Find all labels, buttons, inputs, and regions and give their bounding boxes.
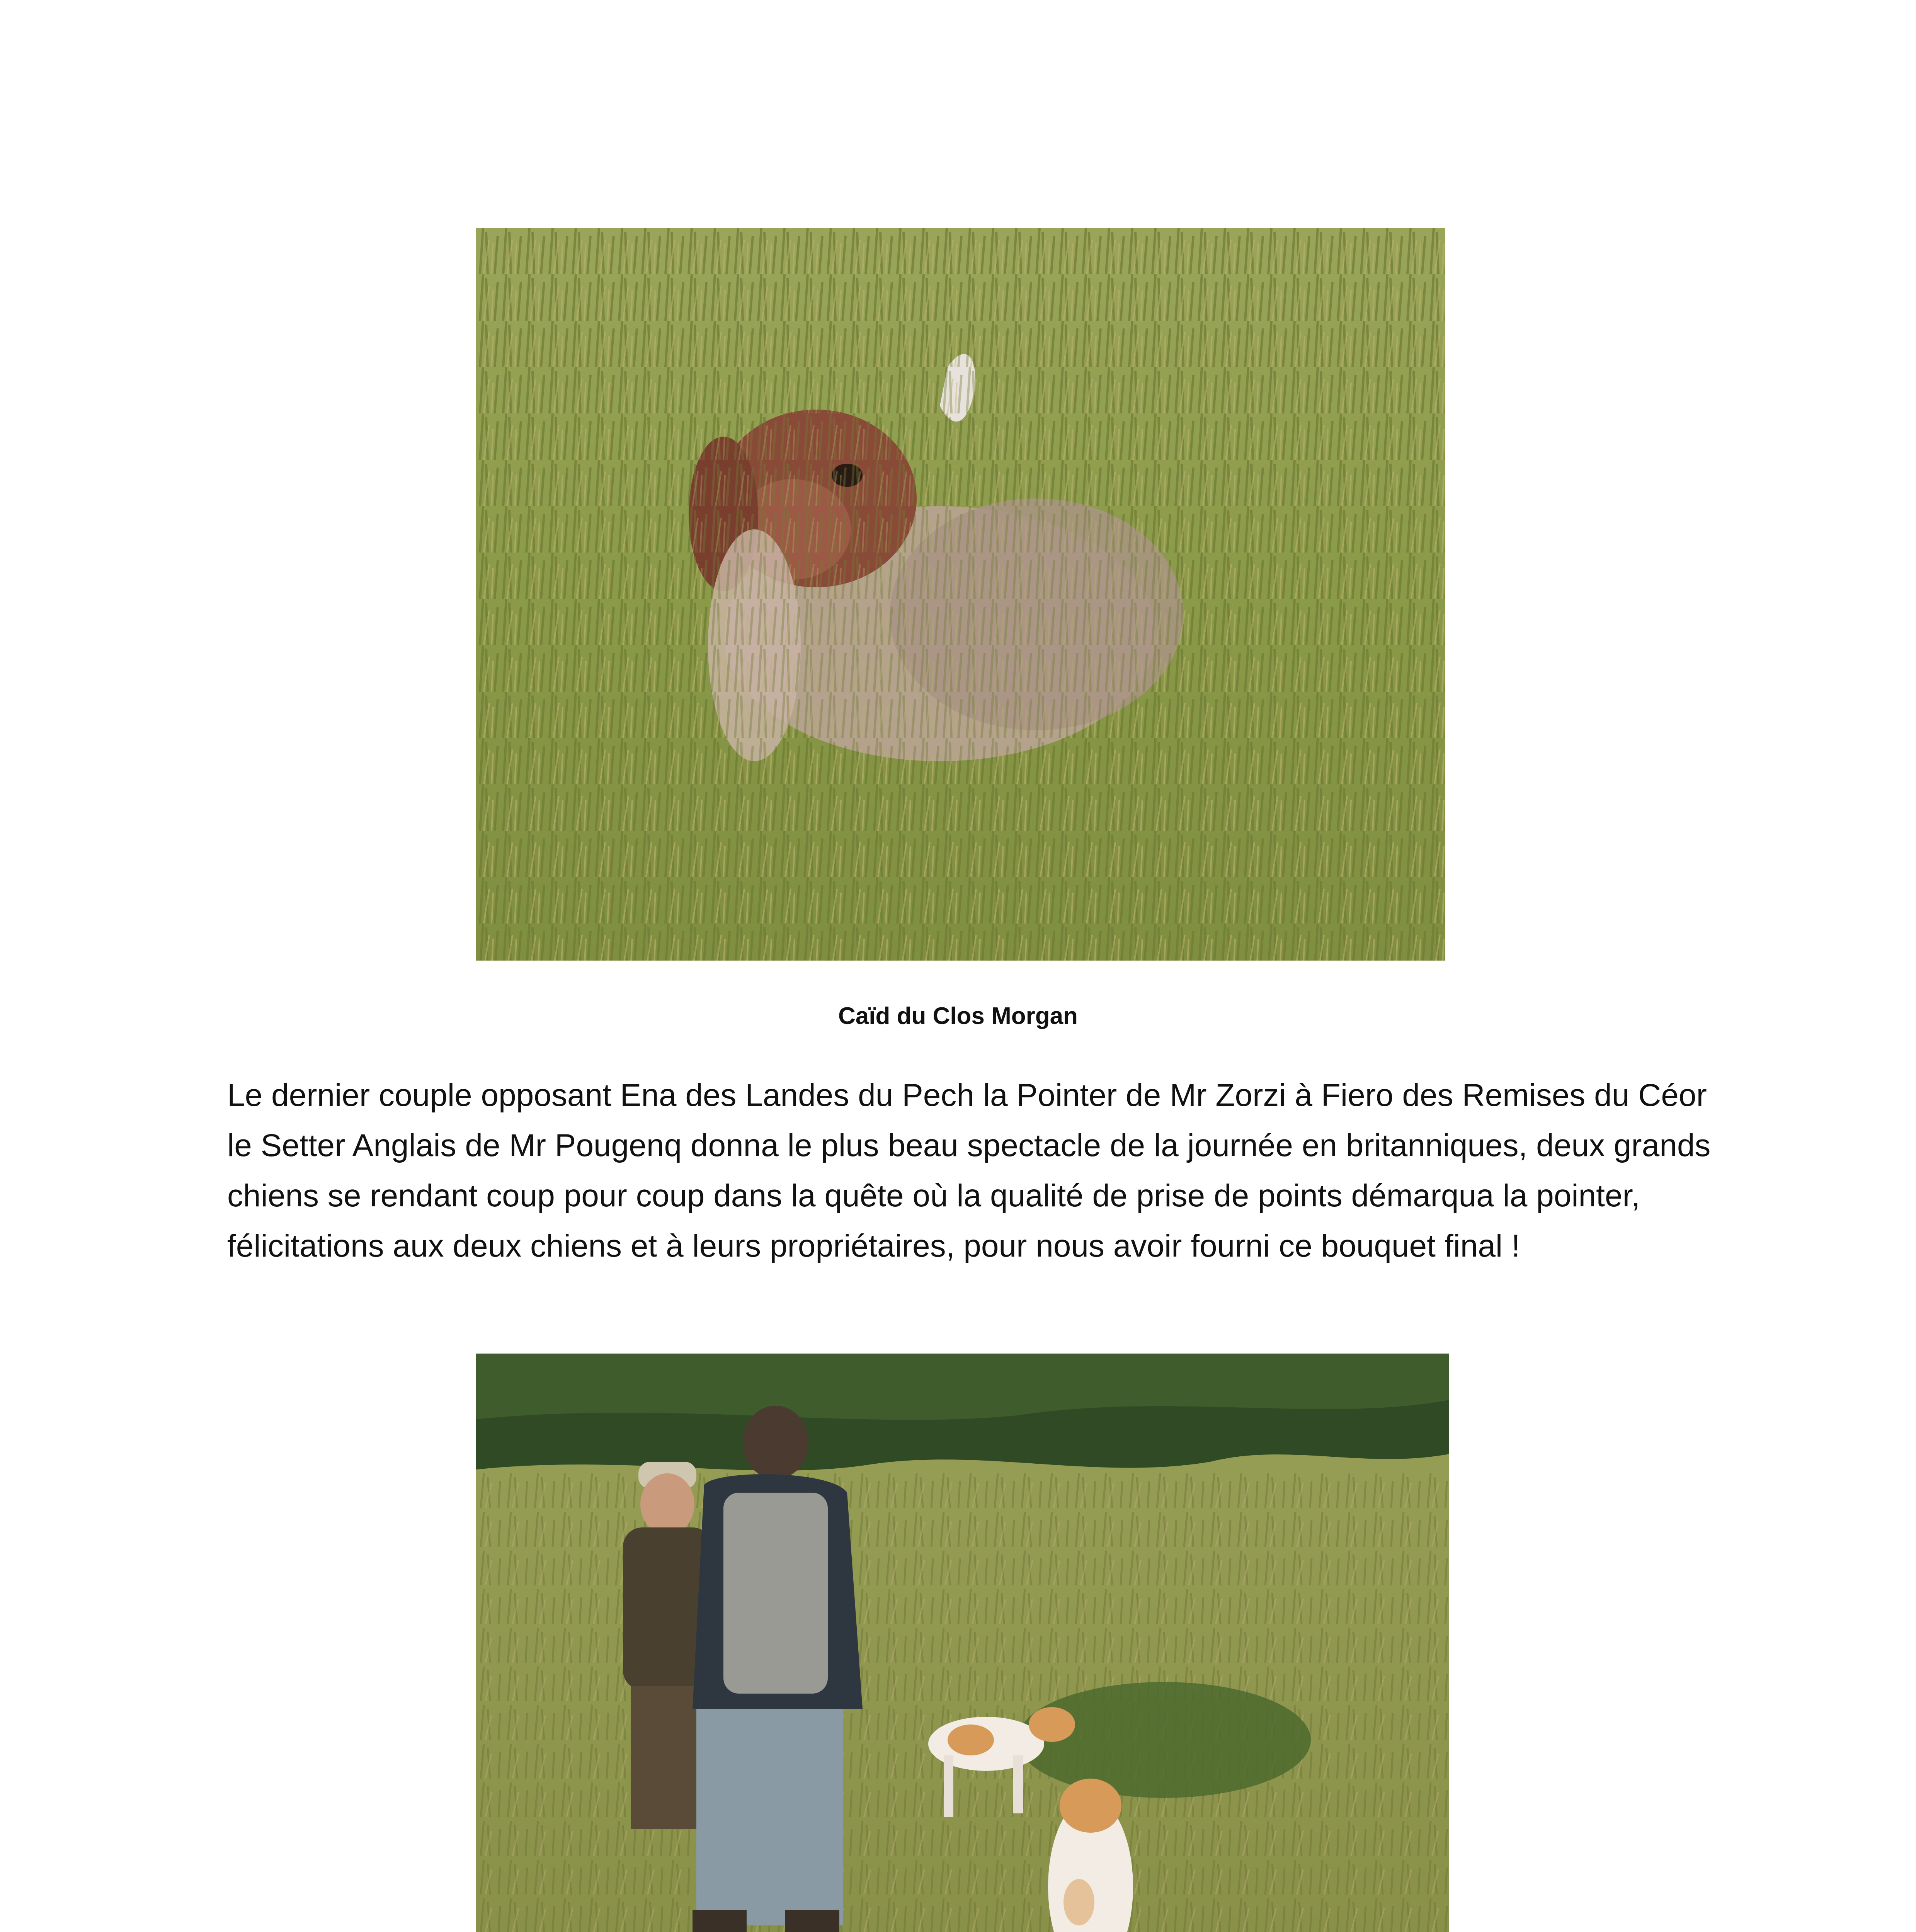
dog-sitting-figure: [1048, 1779, 1133, 1932]
photo-dog-in-grass: [476, 228, 1445, 961]
photo-men-and-dogs-in-field: [476, 1354, 1449, 1932]
body-paragraph: Le dernier couple opposant Ena des Landes du Pech la Pointer de Mr Zorzi à Fiero des Remises du Céor le Setter Anglais de Mr Pougenq donna le plus beau spectacle de la journée en britanniques, deux grands chiens se rendant coup pour coup dans la quête où la qualité de prise de points démarqua la pointer, félicitations aux deux chiens et à leurs propriétaires, pour nous avoir fourni ce bouquet final !: [227, 1078, 1711, 1264]
figure-caption: Caïd du Clos Morgan: [838, 1003, 1078, 1029]
